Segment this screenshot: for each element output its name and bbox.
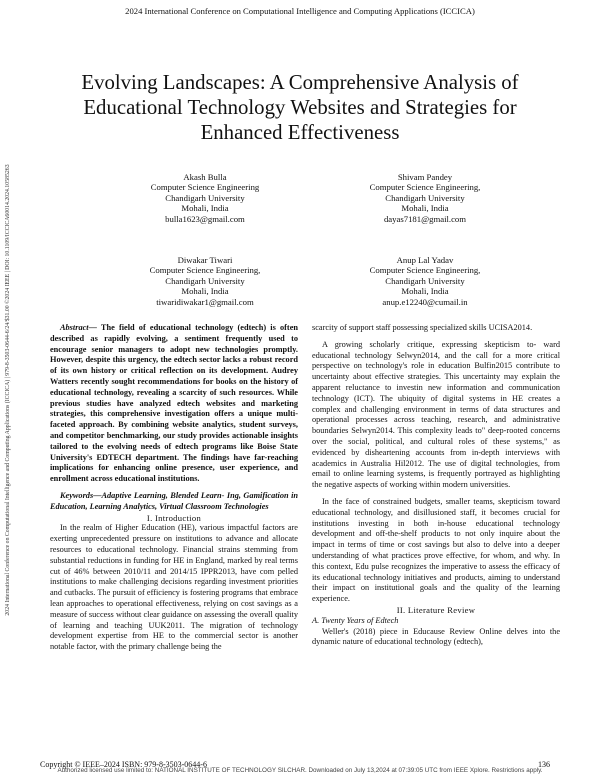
author-dept: Computer Science Engineering, bbox=[369, 265, 481, 276]
paper-title: Evolving Landscapes: A Comprehensive Analysis of Educational Technology Websites and Strategies for Enhanced Effectiveness bbox=[81, 71, 519, 144]
right-column bbox=[312, 323, 560, 648]
author-block-2 bbox=[330, 172, 520, 224]
author-city: Mohali, India bbox=[181, 286, 229, 297]
author-email: anup.e12240@cumail.in bbox=[382, 296, 468, 307]
abstract-label: Abstract— bbox=[60, 323, 97, 332]
author-dept: Computer Science Engineering bbox=[150, 182, 260, 193]
author-name: Anup Lal Yadav bbox=[396, 255, 454, 265]
author-univ: Chandigarh University bbox=[385, 275, 465, 286]
abstract-text: The field of educational technology (edtech) is often described as rapidly evolving, a sentiment frequently used to encourage senior managers to adopt new technologies promptly. However, despite this urgency, the edtech sector lacks a robust record of its own history or critical reflection on its development. Audrey Watters recently sought recommendations for books on the history of educational technology, revealing a scarcity of such resources. While previous studies have analyzed edtech websites and marketing strategies, this comprehensive investigation offers a unique multi-faceted approach. By combining website analytics, student surveys, and competitor benchmarking, our study provides actionable insights tailored to the evolving needs of edtech programs like Boise State University's EDTECH department. The findings have far-reaching implications for enhancing online presence, user experience, and enrollment across educational institutions. bbox=[50, 323, 298, 484]
conference-header: 2024 International Conference on Computational Intelligence and Computing Applications (ICCICA) bbox=[125, 6, 475, 16]
author-block-1 bbox=[110, 172, 300, 224]
author-dept: Computer Science Engineering, bbox=[369, 182, 481, 193]
intro-paragraph: In the realm of Higher Education (HE), various impactful factors are exerting unprecedented pressure on institutions to advance and allocate resources to educational technology. Financial strains stemming from substantial reductions in funding for HE in England, marked by real terms cut of 46% between 2010/11 and 2014/15 IPPR2013, have com pelled institutions to make challenging decisions regarding investment priorities and cutbacks. The pursuit of efficiency is fostering programs that embrace lean approaches to operational effectiveness, relying on cost savings as a measure of success without clear guidance on assessing the overall quality of learning and teaching UUK2011. The migration of technology development expertise from HE to the commercial sector is another notable factor, with the primary challenge being the bbox=[50, 523, 298, 652]
doi-sidebar bbox=[3, 60, 13, 720]
section-heading-literature-review: II. Literature Review bbox=[396, 604, 476, 615]
author-univ: Chandigarh University bbox=[165, 275, 245, 286]
author-city: Mohali, India bbox=[181, 203, 229, 214]
abstract bbox=[50, 323, 298, 485]
author-email: dayas7181@gmail.com bbox=[383, 213, 467, 224]
author-city: Mohali, India bbox=[401, 286, 449, 297]
author-univ: Chandigarh University bbox=[385, 192, 465, 203]
doi-sidebar-text: 2024 International Conference on Computational Intelligence and Computing Applications (ICCICA) | 979-8-3503-0644-6/24/$31.00 ©2024 IEEE | DOI: 10.1109/ICCICA60014.2024.10585263 bbox=[5, 164, 11, 616]
author-name: Diwakar Tiwari bbox=[177, 255, 233, 265]
paragraph: A growing scholarly critique, expressing skepticism to- ward educational technology Selwyn2014, and the call for a more critical perspective on technology's role in education Bulfin2015 contribute to uncertainty about effective strategies. This uncertainty may explain the apparent reluctance to investin new information and communication technology (ICT). The ubiquity of digital systems in HE creates a complex and challenging environment in terms of data structures and operational processes across teaching, research, and administrative boundaries Selwyn2014. This complexity leads to" deep-rooted concerns over the social, political, and cultural roles of these systems," as evidenced by disheartening accounts from in-depth interviews with academics in Australia Hil2012. The use of digital technologies, from email to online learning systems, is frequently portrayed as highlighting the negative aspects of working within modern universities. bbox=[312, 339, 560, 490]
footer-copyright: Copyright © IEEE–2024 ISBN: 979-8-3503-0644-6 bbox=[40, 760, 207, 769]
page-number: 136 bbox=[538, 760, 550, 769]
author-email: tiwaridiwakar1@gmail.com bbox=[156, 296, 254, 307]
author-univ: Chandigarh University bbox=[165, 192, 245, 203]
paragraph: In the face of constrained budgets, smaller teams, skepticism toward educational technology, and disillusioned staff, it becomes crucial for institutions investing in both in-house educational technology development and off-the-shelf products to not only inquire about the impact in terms of time or cost savings but also to delve into a deeper understanding of what practices prove effective, for whom, and why. In this context, Edu pulse recognizes the imperative to assess the efficacy of its educational technology initiatives and products, aiming to understand their impact on institutional goals and the quality of the learning experience. bbox=[312, 496, 560, 604]
author-dept: Computer Science Engineering, bbox=[149, 265, 261, 276]
keywords: Keywords—Adaptive Learning, Blended Learn- Ing, Gamification in Education, Learning Analytics, Virtual Classroom Technologies bbox=[50, 490, 298, 511]
license-notice: Authorized licensed use limited to: NATIONAL INSTITUTE OF TECHNOLOGY SILCHAR. Downloaded on July 13,2024 at 07:39:05 UTC from IEEE Xplore. Restrictions apply. bbox=[57, 767, 543, 774]
paragraph-continued: scarcity of support staff possessing specialized skills UCISA2014. bbox=[312, 323, 533, 332]
author-block-3 bbox=[110, 255, 300, 307]
section-heading-introduction: I. Introduction bbox=[146, 512, 202, 523]
author-block-4 bbox=[330, 255, 520, 307]
left-column bbox=[50, 323, 298, 653]
author-name: Shivam Pandey bbox=[397, 172, 453, 182]
author-city: Mohali, India bbox=[401, 203, 449, 214]
author-name: Akash Bulla bbox=[183, 172, 227, 182]
paragraph: Weller's (2018) piece in Educause Review Online delves into the dynamic nature of educational technology (edtech), bbox=[312, 626, 560, 647]
subsection-heading: A. Twenty Years of Edtech bbox=[312, 615, 399, 625]
author-email: bulla1623@gmail.com bbox=[165, 213, 245, 224]
